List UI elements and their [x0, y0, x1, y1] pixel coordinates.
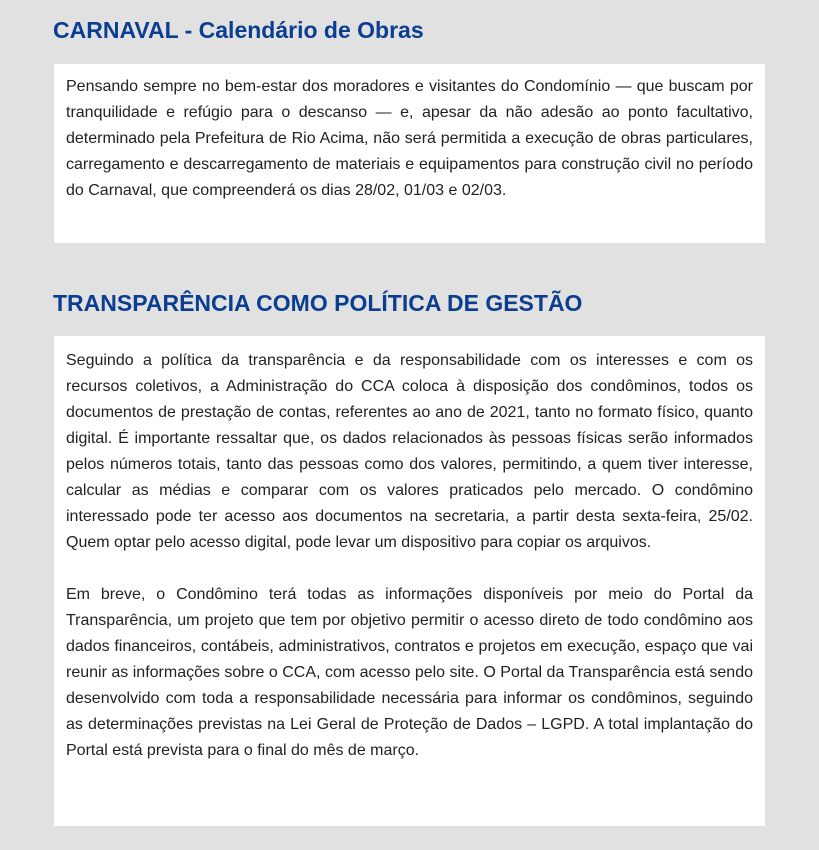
section-title-carnaval: CARNAVAL - Calendário de Obras [53, 17, 424, 43]
transparencia-notice-card [54, 336, 765, 826]
section-title-transparencia: TRANSPARÊNCIA COMO POLÍTICA DE GESTÃO [53, 290, 583, 316]
carnaval-notice-card [54, 64, 765, 243]
carnaval-paragraph: Pensando sempre no bem-estar dos moradores e visitantes do Condomínio — que buscam por tranquilidade e refúgio para o descanso — e, apesar da não adesão ao ponto facultativo, determinado pela Prefeitura de Rio Acima, não será permitida a execução de obras particulares, carregamento e descarregamento de materiais e equipamentos para construção civil no período do Carnaval, que compreenderá os dias 28/02, 01/03 e 02/03. [66, 78, 753, 199]
transparencia-paragraph-2: Em breve, o Condômino terá todas as informações disponíveis por meio do Portal da Transparência, um projeto que tem por objetivo permitir o acesso direto de todo condômino aos dados financeiros, contábeis, administrativos, contratos e projetos em execução, espaço que vai reunir as informações sobre o CCA, com acesso pelo site. O Portal da Transparência está sendo desenvolvido com toda a responsabilidade necessária para informar os condôminos, seguindo as determinações previstas na Lei Geral de Proteção de Dados – LGPD. A total implantação do Portal está prevista para o final do mês de março. [66, 586, 753, 759]
transparencia-paragraph-1: Seguindo a política da transparência e da responsabilidade com os interesses e com os recursos coletivos, a Administração do CCA coloca à disposição dos condôminos, todos os documentos de prestação de contas, referentes ao ano de 2021, tanto no formato físico, quanto digital. É importante ressaltar que, os dados relacionados às pessoas físicas serão informados pelos números totais, tanto das pessoas como dos valores, permitindo, a quem tiver interesse, calcular as médias e comparar com os valores praticados pelo mercado. O condômino interessado pode ter acesso aos documentos na secretaria, a partir desta sexta-feira, 25/02. Quem optar pelo acesso digital, pode levar um dispositivo para copiar os arquivos. [66, 352, 753, 551]
